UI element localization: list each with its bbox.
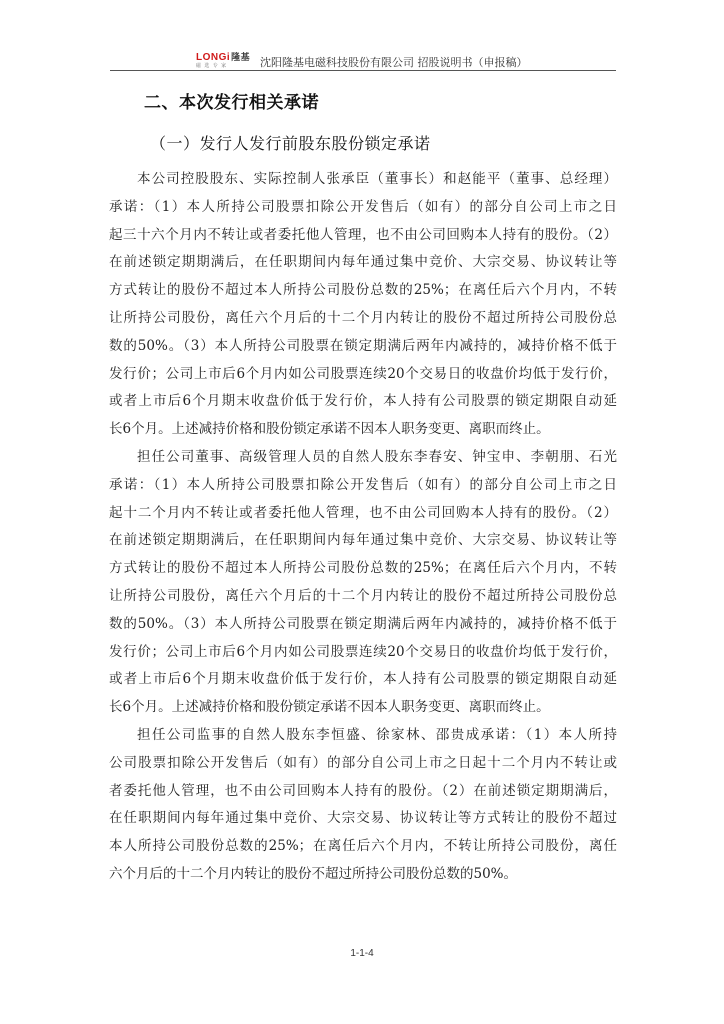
paragraph-line: 起十二个月内不转让或者委托他人管理，也不由公司回购本人持有的股份。（2）	[109, 504, 617, 521]
header-rule	[110, 70, 616, 71]
page-number: 1-1-4	[350, 948, 374, 959]
paragraph-line: 本人所持公司股份总数的25%；在离任后六个月内，不转让所持公司股份，离任	[109, 838, 617, 855]
paragraph-line: 者委托他人管理，也不由公司回购本人持有的股份。（2）在前述锁定期期满后，	[109, 782, 617, 799]
paragraph	[109, 444, 617, 722]
paragraph-line: 方式转让的股份不超过本人所持公司股份总数的25%；在离任后六个月内，不转	[109, 282, 617, 299]
paragraph-line: 数的50%。（3）本人所持公司股票在锁定期满后两年内减持的，减持价格不低于	[109, 615, 617, 632]
paragraph-line: 在前述锁定期期满后，在任职期间内每年通过集中竞价、大宗交易、协议转让等	[109, 254, 617, 271]
paragraph-line: 发行价；公司上市后6个月内如公司股票连续20个交易日的收盘价均低于发行价，	[109, 643, 617, 660]
document-body	[109, 166, 617, 889]
paragraph-line: 担任公司董事、高级管理人员的自然人股东李春安、钟宝申、李朝朋、石光	[137, 448, 617, 465]
subsection-title: （一）发行人发行前股东股份锁定承诺	[150, 134, 431, 153]
page-header	[110, 46, 616, 72]
paragraph-line: 在任职期间内每年通过集中竞价、大宗交易、协议转让等方式转让的股份不超过	[109, 810, 617, 827]
paragraph-line: 在前述锁定期期满后，在任职期间内每年通过集中竞价、大宗交易、协议转让等	[109, 532, 617, 549]
paragraph-line: 本公司控股股东、实际控制人张承臣（董事长）和赵能平（董事、总经理）	[137, 171, 617, 187]
paragraph-line: 或者上市后6个月期末收盘价低于发行价，本人持有公司股票的锁定期限自动延	[109, 671, 617, 688]
logo-brand: LONGi	[196, 52, 231, 63]
paragraph-line: 数的50%。（3）本人所持公司股票在锁定期满后两年内减持的，减持价格不低于	[109, 337, 617, 354]
paragraph-line: 发行价；公司上市后6个月内如公司股票连续20个交易日的收盘价均低于发行价，	[109, 365, 617, 382]
paragraph-line: 长6个月。上述减持价格和股份锁定承诺不因本人职务变更、离职而终止。	[109, 699, 550, 716]
logo-tagline: 磁 选 专 家	[196, 63, 228, 69]
logo-brand-cn: 隆基	[231, 52, 251, 62]
paragraph-line: 让所持公司股份，离任六个月后的十二个月内转让的股份不超过所持公司股份总	[109, 309, 617, 326]
header-text: 沈阳隆基电磁科技股份有限公司 招股说明书（申报稿）	[260, 56, 528, 69]
longi-logo	[196, 50, 264, 70]
paragraph	[109, 722, 617, 889]
paragraph-line: 六个月后的十二个月内转让的股份不超过所持公司股份总数的50%。	[109, 865, 518, 882]
paragraph-line: 承诺：（1）本人所持公司股票扣除公开发售后（如有）的部分自公司上市之日	[109, 198, 617, 215]
paragraph-line: 承诺：（1）本人所持公司股票扣除公开发售后（如有）的部分自公司上市之日	[109, 476, 617, 493]
paragraph-line: 起三十六个月内不转让或者委托他人管理，也不由公司回购本人持有的股份。（2）	[109, 226, 617, 243]
paragraph-line: 让所持公司股份，离任六个月后的十二个月内转让的股份不超过所持公司股份总	[109, 587, 617, 604]
paragraph-line: 担任公司监事的自然人股东李恒盛、徐家林、邵贵成承诺：（1）本人所持	[137, 726, 617, 743]
paragraph	[109, 166, 617, 444]
paragraph-line: 公司股票扣除公开发售后（如有）的部分自公司上市之日起十二个月内不转让或	[109, 754, 617, 771]
section-title: 二、本次发行相关承诺	[144, 93, 319, 113]
paragraph-line: 方式转让的股份不超过本人所持公司股份总数的25%；在离任后六个月内，不转	[109, 560, 617, 577]
paragraph-line: 长6个月。上述减持价格和股份锁定承诺不因本人职务变更、离职而终止。	[109, 421, 550, 438]
paragraph-line: 或者上市后6个月期末收盘价低于发行价，本人持有公司股票的锁定期限自动延	[109, 393, 617, 410]
